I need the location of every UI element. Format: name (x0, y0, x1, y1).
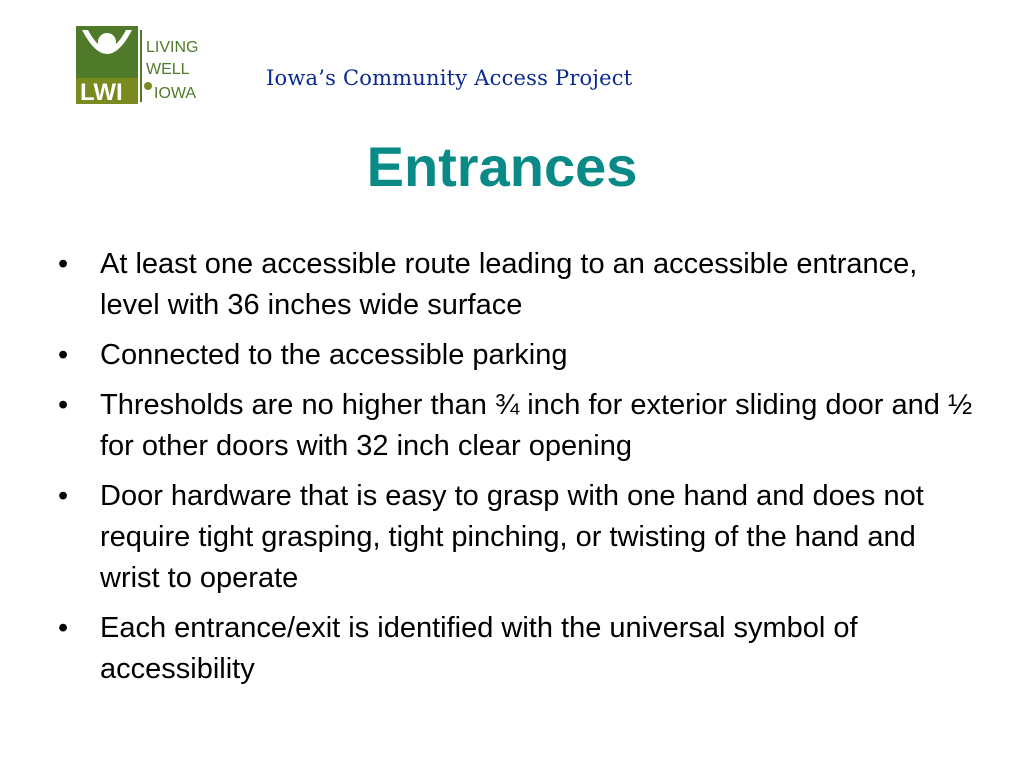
bullet-item (58, 335, 978, 376)
bullet-text: Thresholds are no higher than ¾ inch for exterior sliding door and ½ for other doors with 32 inch clear opening (100, 389, 973, 462)
bullet-list (58, 244, 978, 699)
bullet-glyph: • (58, 339, 69, 371)
logo-line3: IOWA (154, 85, 197, 102)
bullet-text: Connected to the accessible parking (100, 339, 568, 371)
slide-title: Entrances (366, 135, 638, 198)
bullet-text: Door hardware that is easy to grasp with one hand and does not require tight grasping, tight pinching, or twisting of the hand and wrist to operate (100, 480, 924, 594)
bullet-item (58, 244, 978, 326)
bullet-glyph: • (58, 248, 69, 280)
bullet-glyph: • (58, 480, 69, 512)
bullet-glyph: • (58, 389, 69, 421)
living-well-iowa-logo (76, 26, 216, 106)
bullet-text: At least one accessible route leading to an accessible entrance, level with 36 inches wide surface (100, 248, 918, 321)
project-subtitle: Iowa’s Community Access Project (266, 66, 633, 90)
logo-line1: LIVING (146, 39, 199, 56)
logo-mark-text: LWI (80, 79, 123, 106)
logo-line2: WELL (146, 61, 190, 78)
bullet-item (58, 476, 978, 599)
bullet-item (58, 608, 978, 690)
bullet-item (58, 385, 978, 467)
lwi-logo-mark (76, 26, 216, 106)
bullet-text: Each entrance/exit is identified with the universal symbol of accessibility (100, 612, 858, 685)
bullet-glyph: • (58, 612, 69, 644)
